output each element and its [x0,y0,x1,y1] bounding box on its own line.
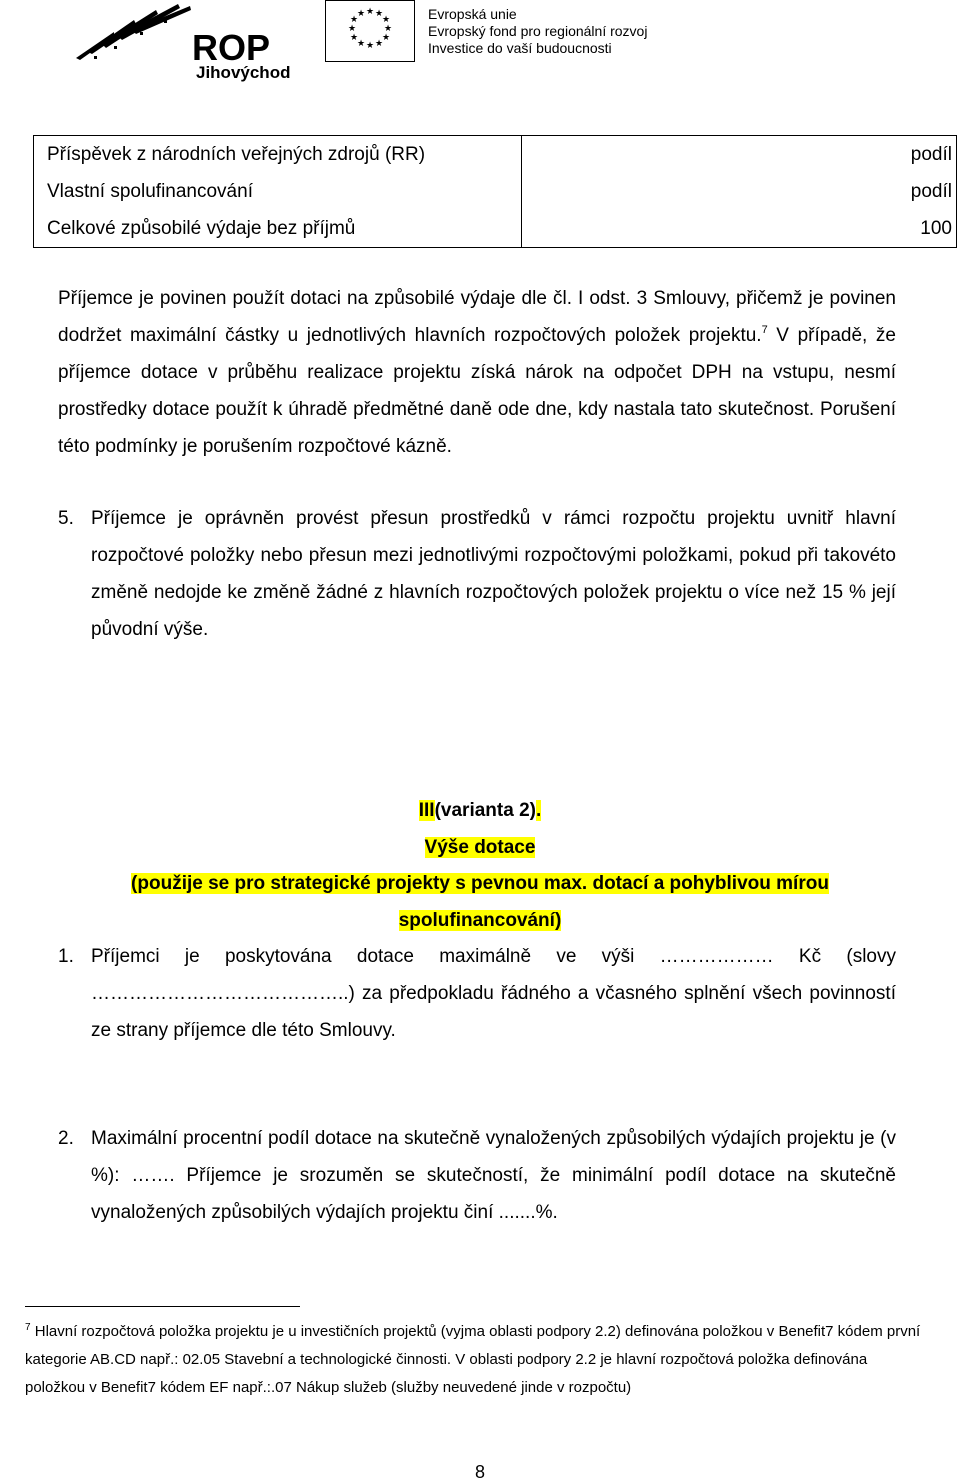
row-label: Příspěvek z národních veřejných zdrojů (RR) [47,144,426,165]
row-label: Vlastní spolufinancování [47,181,253,202]
footnote-text: Hlavní rozpočtová položka projektu je u investičních projektů (vyjma oblasti podpory 2.2) definována položkou v Benefit7 kódem první kategorie AB.CD např.: 02.05 Stavební a technologické činnosti. V oblasti podpory 2.2 je hlavní rozpočtová položka definována položkou v Benefit7 kódem EF např.:.07 Nákup služeb (služby neuvedené jinde v rozpočtu) [25,1323,921,1396]
svg-text:★: ★ [381,15,391,25]
list-item [58,500,896,650]
rop-logo-mark-icon [74,2,192,62]
row-value: podíl [910,181,952,202]
list-item [58,938,896,1053]
section-heading [0,792,960,829]
svg-text:★: ★ [349,15,359,25]
budget-paragraph [58,280,896,465]
svg-text:★: ★ [356,39,366,49]
eu-flag [325,0,415,62]
svg-text:★: ★ [374,9,384,19]
list-item-text: Příjemce je oprávněn provést přesun prostředků v rámci rozpočtu projektu uvnitř hlavní rozpočtové položky nebo přesun mezi jednotlivými rozpočtovými položkami, pokud při takovéto změně nedojde ke změně žádné z hlavních rozpočtových položek projektu o více než 15 % její původní výše. [91,508,896,640]
table-cell-values [522,136,957,248]
footnote-number: 7 [25,1322,31,1333]
row-value: podíl [910,144,952,165]
footnote-reference: 7 [761,324,768,336]
footnote [25,1318,925,1402]
list-item-number: 2. [58,1128,74,1149]
table-cell-labels [34,136,522,248]
row-label: Celkové způsobilé výdaje bez příjmů [47,218,356,239]
list-item-text: Příjemci je poskytována dotace maximálně ve výši ……………… Kč (slovy …………………………………..) za předpokladu řádného a včasného splnění všech povinností ze strany příjemce dle této Smlouvy. [91,946,896,1041]
section-roman: III [418,800,435,821]
list-item-number: 5. [58,508,74,529]
svg-text:★: ★ [349,33,359,43]
svg-text:★: ★ [356,9,366,19]
eu-caption [428,6,647,57]
page-number: 8 [474,1462,485,1482]
row-value: 100 [920,218,952,239]
svg-text:★: ★ [374,39,384,49]
paragraph-text: V případě, že příjemce dotace v průběhu realizace projektu získá nárok na odpočet DPH na vstupu, nesmí prostředky dotace použít k úhradě předmětné daně ode dne, kdy nastala tato skutečnost. Porušení této podmínky je porušením rozpočtové kázně. [58,325,896,457]
list-item-number: 1. [58,946,74,967]
paragraph-text: Příjemce je povinen použít dotaci na způsobilé výdaje dle čl. I odst. 3 Smlouvy, přičemž je povinen dodržet maximální částky u jednotlivých hlavních rozpočtových položek projektu. [58,288,896,346]
rop-jihovychod-logo [74,2,289,84]
table-row [34,136,957,248]
section-variant: (varianta 2) [434,800,536,821]
section-title [0,829,960,866]
eu-caption-line: Evropská unie [428,6,517,22]
eu-stars-icon [326,1,414,61]
rop-logo-subtitle: Jihovýchod [196,63,291,82]
section-note-text: (použije se pro strategické projekty s pevnou max. dotací a pohyblivou mírou spolufinancování) [131,873,829,931]
eu-caption-line: Investice do vaší budoucnosti [428,40,612,56]
list-item-text: Maximální procentní podíl dotace na skutečně vynaložených způsobilých výdajích projektu je (v %): ……. Příjemce je srozuměn se skutečností, že minimální podíl dotace na skutečně vynaložených způsobilých výdajích projektu činí .......%. [91,1128,896,1223]
footnote-separator [25,1306,300,1307]
section-title-text: Výše dotace [424,837,536,858]
svg-text:★: ★ [347,24,357,34]
section-note [80,865,880,939]
svg-text:★: ★ [383,24,393,34]
financing-table [33,135,957,248]
section-dot: . [535,800,542,821]
rop-logo-text: ROP [192,27,271,68]
svg-text:★: ★ [365,41,375,51]
list-item [58,1120,896,1235]
eu-caption-line: Evropský fond pro regionální rozvoj [428,23,648,39]
svg-text:★: ★ [365,7,375,17]
svg-text:★: ★ [381,33,391,43]
